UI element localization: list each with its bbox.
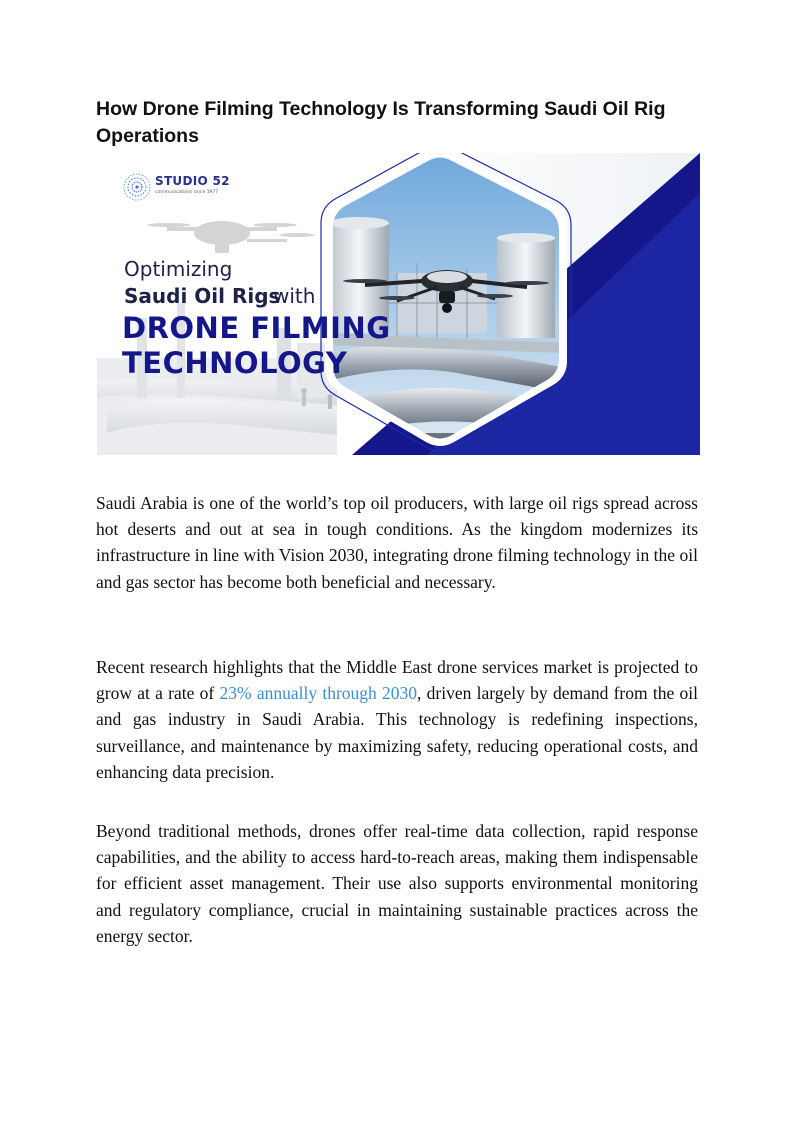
logo-tagline: communications since 1977 bbox=[155, 190, 219, 195]
banner-headline-line3: DRONE FILMING bbox=[122, 311, 391, 345]
paragraph-2-text-after-link: , driven largely by demand from the oil and gas industry in Saudi Arabia. This technology is redefining inspections, surveillance, and maintenance by maximizing safety, reducing operational costs, and enhancing data precision. bbox=[96, 683, 698, 782]
paragraph-2-text-before-link: Recent research highlights that the Middle East drone services market is projected to grow at a rate of bbox=[96, 657, 698, 704]
paragraph-2 bbox=[96, 654, 698, 785]
market-growth-link[interactable]: 23% annually through 2030 bbox=[219, 683, 418, 704]
banner-headline-line2-regular: with bbox=[273, 284, 316, 308]
hero-banner-image bbox=[97, 153, 700, 455]
banner-headline-line2-bold: Saudi Oil Rigs bbox=[124, 284, 281, 308]
paragraph-1: Saudi Arabia is one of the world’s top oil producers, with large oil rigs spread across hot deserts and out at sea in tough conditions. As the kingdom modernizes its infrastructure in line with Vision 2030, integrating drone filming technology in the oil and gas sector has become both beneficial and necessary. bbox=[96, 493, 698, 592]
paragraph-3: Beyond traditional methods, drones offer real-time data collection, rapid response capabilities, and the ability to access hard-to-reach areas, making them indispensable for efficient asset management. Their use also supports environmental monitoring and regulatory compliance, crucial in maintaining sustainable practices across the energy sector. bbox=[96, 821, 698, 946]
banner-headline-line4: TECHNOLOGY bbox=[122, 346, 348, 380]
article-title: How Drone Filming Technology Is Transforming Saudi Oil Rig Operations bbox=[96, 98, 666, 147]
banner-headline-line1: Optimizing bbox=[124, 257, 233, 281]
logo-wordmark: STUDIO 52 bbox=[155, 174, 230, 188]
